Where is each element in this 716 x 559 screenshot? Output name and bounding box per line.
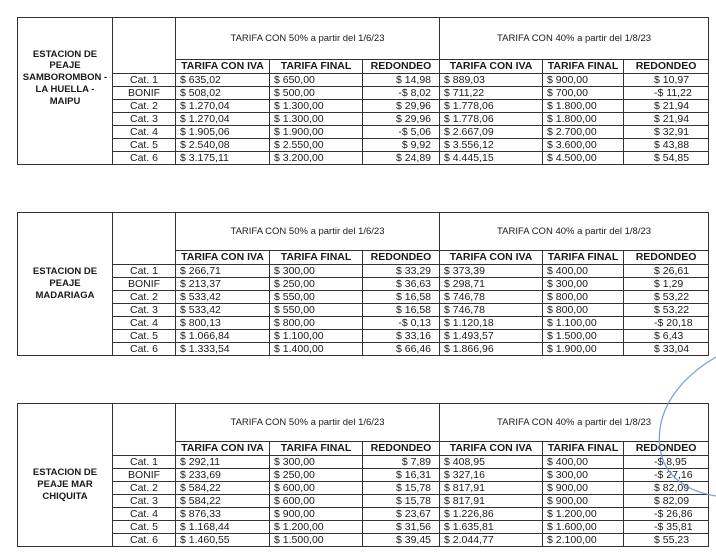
category-cell: Cat. 6	[113, 152, 176, 165]
cell-final-50: $ 550,00	[270, 291, 363, 304]
group-header-40: TARIFA CON 40% a partir del 1/8/23	[440, 404, 709, 442]
category-cell: Cat. 4	[113, 508, 176, 521]
category-cell: Cat. 1	[113, 456, 176, 469]
category-cell: Cat. 4	[113, 126, 176, 139]
cell-final-40: $ 1.500,00	[543, 330, 624, 343]
col-header: TARIFA FINAL	[543, 442, 624, 456]
category-cell: Cat. 5	[113, 330, 176, 343]
cell-redondeo-40: -$ 26,86	[624, 508, 709, 521]
blank-header-cell	[113, 213, 176, 265]
cell-redondeo-40: $ 82,09	[624, 482, 709, 495]
category-cell: Cat. 4	[113, 317, 176, 330]
cell-redondeo-50: -$ 8,02	[363, 87, 440, 100]
cell-final-50: $ 1.400,00	[270, 343, 363, 356]
cell-redondeo-50: $ 15,78	[363, 495, 440, 508]
category-cell: Cat. 6	[113, 534, 176, 547]
cell-redondeo-50: $ 31,56	[363, 521, 440, 534]
cell-iva-50: $ 1.905,06	[176, 126, 270, 139]
cell-iva-40: $ 327,16	[440, 469, 543, 482]
cell-iva-40: $ 1.493,57	[440, 330, 543, 343]
cell-iva-50: $ 233,69	[176, 469, 270, 482]
station-label: ESTACION DE PEAJE SAMBOROMBON - LA HUELLA - MAIPU	[22, 48, 108, 107]
cell-redondeo-50: $ 33,16	[363, 330, 440, 343]
cell-final-50: $ 2.550,00	[270, 139, 363, 152]
cell-redondeo-40: $ 43,88	[624, 139, 709, 152]
col-header: REDONDEO	[624, 60, 709, 74]
cell-iva-50: $ 1.168,44	[176, 521, 270, 534]
cell-redondeo-40: -$ 11,22	[624, 87, 709, 100]
cell-redondeo-50: $ 15,78	[363, 482, 440, 495]
cell-iva-40: $ 889,03	[440, 74, 543, 87]
col-header: TARIFA FINAL	[270, 442, 363, 456]
station-label: ESTACION DE PEAJE MAR CHIQUITA	[18, 404, 113, 547]
group-header-50: TARIFA CON 50% a partir del 1/6/23	[176, 404, 440, 442]
cell-iva-50: $ 266,71	[176, 265, 270, 278]
cell-iva-50: $ 2.540,08	[176, 139, 270, 152]
cell-final-50: $ 500,00	[270, 87, 363, 100]
cell-final-50: $ 1.300,00	[270, 113, 363, 126]
cell-iva-40: $ 1.778,06	[440, 113, 543, 126]
cell-iva-40: $ 746,78	[440, 291, 543, 304]
cell-iva-50: $ 1.460,55	[176, 534, 270, 547]
cell-final-50: $ 1.900,00	[270, 126, 363, 139]
cell-final-40: $ 900,00	[543, 495, 624, 508]
cell-iva-50: $ 533,42	[176, 291, 270, 304]
col-header: TARIFA CON IVA	[176, 251, 270, 265]
cell-final-40: $ 1.800,00	[543, 113, 624, 126]
cell-iva-40: $ 298,71	[440, 278, 543, 291]
cell-iva-50: $ 533,42	[176, 304, 270, 317]
cell-iva-50: $ 3.175,11	[176, 152, 270, 165]
cell-redondeo-40: $ 53,22	[624, 291, 709, 304]
cell-iva-40: $ 1.866,96	[440, 343, 543, 356]
cell-redondeo-40: $ 32,91	[624, 126, 709, 139]
cell-iva-40: $ 2.667,09	[440, 126, 543, 139]
group-header-50: TARIFA CON 50% a partir del 1/6/23	[176, 18, 440, 60]
cell-final-40: $ 400,00	[543, 456, 624, 469]
cell-final-50: $ 650,00	[270, 74, 363, 87]
cell-final-40: $ 1.600,00	[543, 521, 624, 534]
cell-iva-40: $ 746,78	[440, 304, 543, 317]
cell-redondeo-40: $ 82,09	[624, 495, 709, 508]
cell-final-50: $ 800,00	[270, 317, 363, 330]
cell-iva-50: $ 1.333,54	[176, 343, 270, 356]
cell-redondeo-40: $ 21,94	[624, 113, 709, 126]
col-header: TARIFA CON IVA	[176, 442, 270, 456]
cell-iva-50: $ 584,22	[176, 482, 270, 495]
cell-redondeo-50: $ 16,58	[363, 304, 440, 317]
category-cell: Cat. 5	[113, 521, 176, 534]
cell-final-40: $ 300,00	[543, 469, 624, 482]
category-cell: Cat. 2	[113, 100, 176, 113]
category-cell: Cat. 3	[113, 304, 176, 317]
category-cell: BONIF	[113, 87, 176, 100]
category-cell: Cat. 2	[113, 291, 176, 304]
cell-redondeo-50: $ 66,46	[363, 343, 440, 356]
col-header: TARIFA CON IVA	[176, 60, 270, 74]
cell-final-40: $ 900,00	[543, 74, 624, 87]
cell-final-40: $ 1.200,00	[543, 508, 624, 521]
cell-redondeo-50: $ 14,98	[363, 74, 440, 87]
cell-final-50: $ 3.200,00	[270, 152, 363, 165]
cell-redondeo-50: $ 36,63	[363, 278, 440, 291]
blank-header-cell	[113, 18, 176, 74]
cell-redondeo-40: $ 55,23	[624, 534, 709, 547]
col-header: TARIFA CON IVA	[440, 442, 543, 456]
cell-final-50: $ 550,00	[270, 304, 363, 317]
cell-redondeo-40: $ 1,29	[624, 278, 709, 291]
cell-redondeo-50: $ 16,31	[363, 469, 440, 482]
cell-final-40: $ 900,00	[543, 482, 624, 495]
col-header: TARIFA FINAL	[543, 60, 624, 74]
cell-final-50: $ 900,00	[270, 508, 363, 521]
cell-iva-40: $ 1.226,86	[440, 508, 543, 521]
tariff-table-2	[17, 212, 709, 356]
cell-final-40: $ 3.600,00	[543, 139, 624, 152]
cell-iva-50: $ 800,13	[176, 317, 270, 330]
col-header: REDONDEO	[624, 442, 709, 456]
station-label: ESTACION DE PEAJE MADARIAGA	[18, 213, 113, 356]
col-header: TARIFA FINAL	[543, 251, 624, 265]
cell-final-40: $ 2.100,00	[543, 534, 624, 547]
cell-final-40: $ 400,00	[543, 265, 624, 278]
cell-redondeo-50: $ 29,96	[363, 100, 440, 113]
cell-final-40: $ 1.800,00	[543, 100, 624, 113]
blank-header-cell	[113, 404, 176, 456]
cell-redondeo-40: -$ 20,18	[624, 317, 709, 330]
cell-iva-40: $ 1.778,06	[440, 100, 543, 113]
cell-iva-50: $ 1.270,04	[176, 100, 270, 113]
cell-final-40: $ 2.700,00	[543, 126, 624, 139]
category-cell: BONIF	[113, 278, 176, 291]
cell-final-50: $ 300,00	[270, 456, 363, 469]
category-cell: Cat. 3	[113, 495, 176, 508]
cell-redondeo-50: $ 7,89	[363, 456, 440, 469]
cell-final-50: $ 600,00	[270, 482, 363, 495]
cell-iva-50: $ 635,02	[176, 74, 270, 87]
col-header: REDONDEO	[363, 442, 440, 456]
cell-iva-50: $ 213,37	[176, 278, 270, 291]
cell-redondeo-40: -$ 27,16	[624, 469, 709, 482]
cell-iva-40: $ 817,91	[440, 495, 543, 508]
col-header: REDONDEO	[624, 251, 709, 265]
cell-final-40: $ 1.100,00	[543, 317, 624, 330]
cell-iva-40: $ 3.556,12	[440, 139, 543, 152]
cell-iva-40: $ 711,22	[440, 87, 543, 100]
cell-final-50: $ 250,00	[270, 278, 363, 291]
cell-iva-40: $ 408,95	[440, 456, 543, 469]
cell-final-50: $ 1.100,00	[270, 330, 363, 343]
cell-iva-40: $ 817,91	[440, 482, 543, 495]
cell-final-50: $ 600,00	[270, 495, 363, 508]
cell-iva-50: $ 584,22	[176, 495, 270, 508]
col-header: TARIFA FINAL	[270, 251, 363, 265]
cell-final-40: $ 300,00	[543, 278, 624, 291]
cell-redondeo-40: $ 10,97	[624, 74, 709, 87]
cell-redondeo-40: $ 33,04	[624, 343, 709, 356]
cell-redondeo-50: -$ 5,06	[363, 126, 440, 139]
cell-redondeo-40: $ 6,43	[624, 330, 709, 343]
cell-iva-40: $ 2.044,77	[440, 534, 543, 547]
cell-final-50: $ 1.500,00	[270, 534, 363, 547]
cell-iva-40: $ 1.120,18	[440, 317, 543, 330]
cell-redondeo-40: $ 26,61	[624, 265, 709, 278]
cell-final-50: $ 250,00	[270, 469, 363, 482]
category-cell: Cat. 5	[113, 139, 176, 152]
category-cell: BONIF	[113, 469, 176, 482]
cell-iva-50: $ 508,02	[176, 87, 270, 100]
cell-final-40: $ 800,00	[543, 304, 624, 317]
col-header: TARIFA FINAL	[270, 60, 363, 74]
cell-final-40: $ 700,00	[543, 87, 624, 100]
cell-iva-50: $ 1.066,84	[176, 330, 270, 343]
cell-redondeo-50: -$ 0,13	[363, 317, 440, 330]
tariff-table-3	[17, 403, 709, 547]
cell-final-50: $ 1.200,00	[270, 521, 363, 534]
cell-redondeo-40: -$ 35,81	[624, 521, 709, 534]
category-cell: Cat. 1	[113, 265, 176, 278]
col-header: TARIFA CON IVA	[440, 251, 543, 265]
cell-final-40: $ 800,00	[543, 291, 624, 304]
cell-iva-50: $ 876,33	[176, 508, 270, 521]
cell-redondeo-40: -$ 8,95	[624, 456, 709, 469]
category-cell: Cat. 2	[113, 482, 176, 495]
cell-final-50: $ 1.300,00	[270, 100, 363, 113]
cell-redondeo-40: $ 54,85	[624, 152, 709, 165]
col-header: REDONDEO	[363, 60, 440, 74]
cell-redondeo-50: $ 24,89	[363, 152, 440, 165]
cell-iva-40: $ 4.445,15	[440, 152, 543, 165]
cell-redondeo-50: $ 23,67	[363, 508, 440, 521]
cell-final-40: $ 1.900,00	[543, 343, 624, 356]
cell-final-50: $ 300,00	[270, 265, 363, 278]
tariff-table-1	[17, 17, 709, 165]
col-header: TARIFA CON IVA	[440, 60, 543, 74]
cell-redondeo-50: $ 39,45	[363, 534, 440, 547]
group-header-40: TARIFA CON 40% a partir del 1/8/23	[440, 18, 709, 60]
cell-redondeo-40: $ 21,94	[624, 100, 709, 113]
cell-redondeo-50: $ 29,96	[363, 113, 440, 126]
category-cell: Cat. 6	[113, 343, 176, 356]
category-cell: Cat. 1	[113, 74, 176, 87]
cell-final-40: $ 4.500,00	[543, 152, 624, 165]
category-cell: Cat. 3	[113, 113, 176, 126]
col-header: REDONDEO	[363, 251, 440, 265]
cell-iva-40: $ 373,39	[440, 265, 543, 278]
group-header-40: TARIFA CON 40% a partir del 1/8/23	[440, 213, 709, 251]
cell-redondeo-50: $ 9,92	[363, 139, 440, 152]
cell-redondeo-40: $ 53,22	[624, 304, 709, 317]
cell-redondeo-50: $ 16,58	[363, 291, 440, 304]
cell-iva-40: $ 1.635,81	[440, 521, 543, 534]
cell-iva-50: $ 1.270,04	[176, 113, 270, 126]
cell-redondeo-50: $ 33,29	[363, 265, 440, 278]
group-header-50: TARIFA CON 50% a partir del 1/6/23	[176, 213, 440, 251]
cell-iva-50: $ 292,11	[176, 456, 270, 469]
